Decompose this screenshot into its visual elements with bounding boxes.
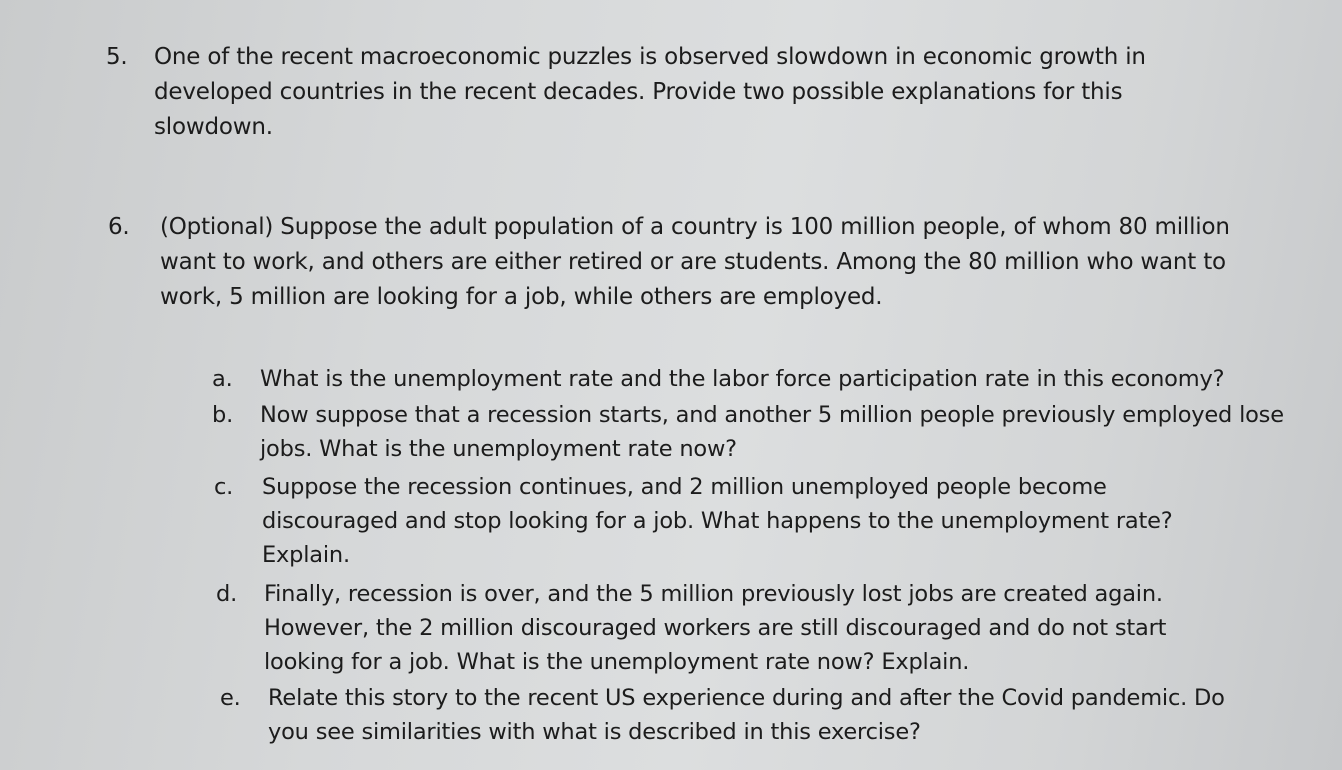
subpart-c-label: c. bbox=[214, 474, 234, 500]
question-5-number: 5. bbox=[106, 44, 128, 70]
question-5-text: One of the recent macroeconomic puzzles is observed slowdown in economic growth in developed countries in the recent decades. Provide two possible explanations for this slowdown. bbox=[154, 44, 1146, 140]
subpart-a-text: What is the unemployment rate and the labor force participation rate in this economy? bbox=[260, 366, 1225, 392]
subpart-c-text: Suppose the recession continues, and 2 million unemployed people become discouraged and stop looking for a job. What happens to the unemployment rate? Explain. bbox=[262, 474, 1173, 568]
subpart-e-label: e. bbox=[220, 685, 241, 711]
subpart-d-label: d. bbox=[216, 581, 238, 607]
question-6-text: (Optional) Suppose the adult population of a country is 100 million people, of whom 80 million want to work, and others are either retired or are students. Among the 80 million who want to work, 5 million are looking for a job, while others are employed. bbox=[160, 214, 1230, 310]
subpart-b-text: Now suppose that a recession starts, and another 5 million people previously employed lose jobs. What is the unemployment rate now? bbox=[260, 402, 1284, 462]
subpart-d-text: Finally, recession is over, and the 5 million previously lost jobs are created again. However, the 2 million discouraged workers are still discouraged and do not start looking for a job. What is the unemployment rate now? Explain. bbox=[264, 581, 1167, 675]
subpart-a-label: a. bbox=[212, 366, 233, 392]
subpart-e-text: Relate this story to the recent US experience during and after the Covid pandemic. Do you see similarities with what is described in this exercise? bbox=[268, 685, 1225, 745]
subpart-b-label: b. bbox=[212, 402, 234, 428]
question-6-number: 6. bbox=[108, 214, 130, 240]
